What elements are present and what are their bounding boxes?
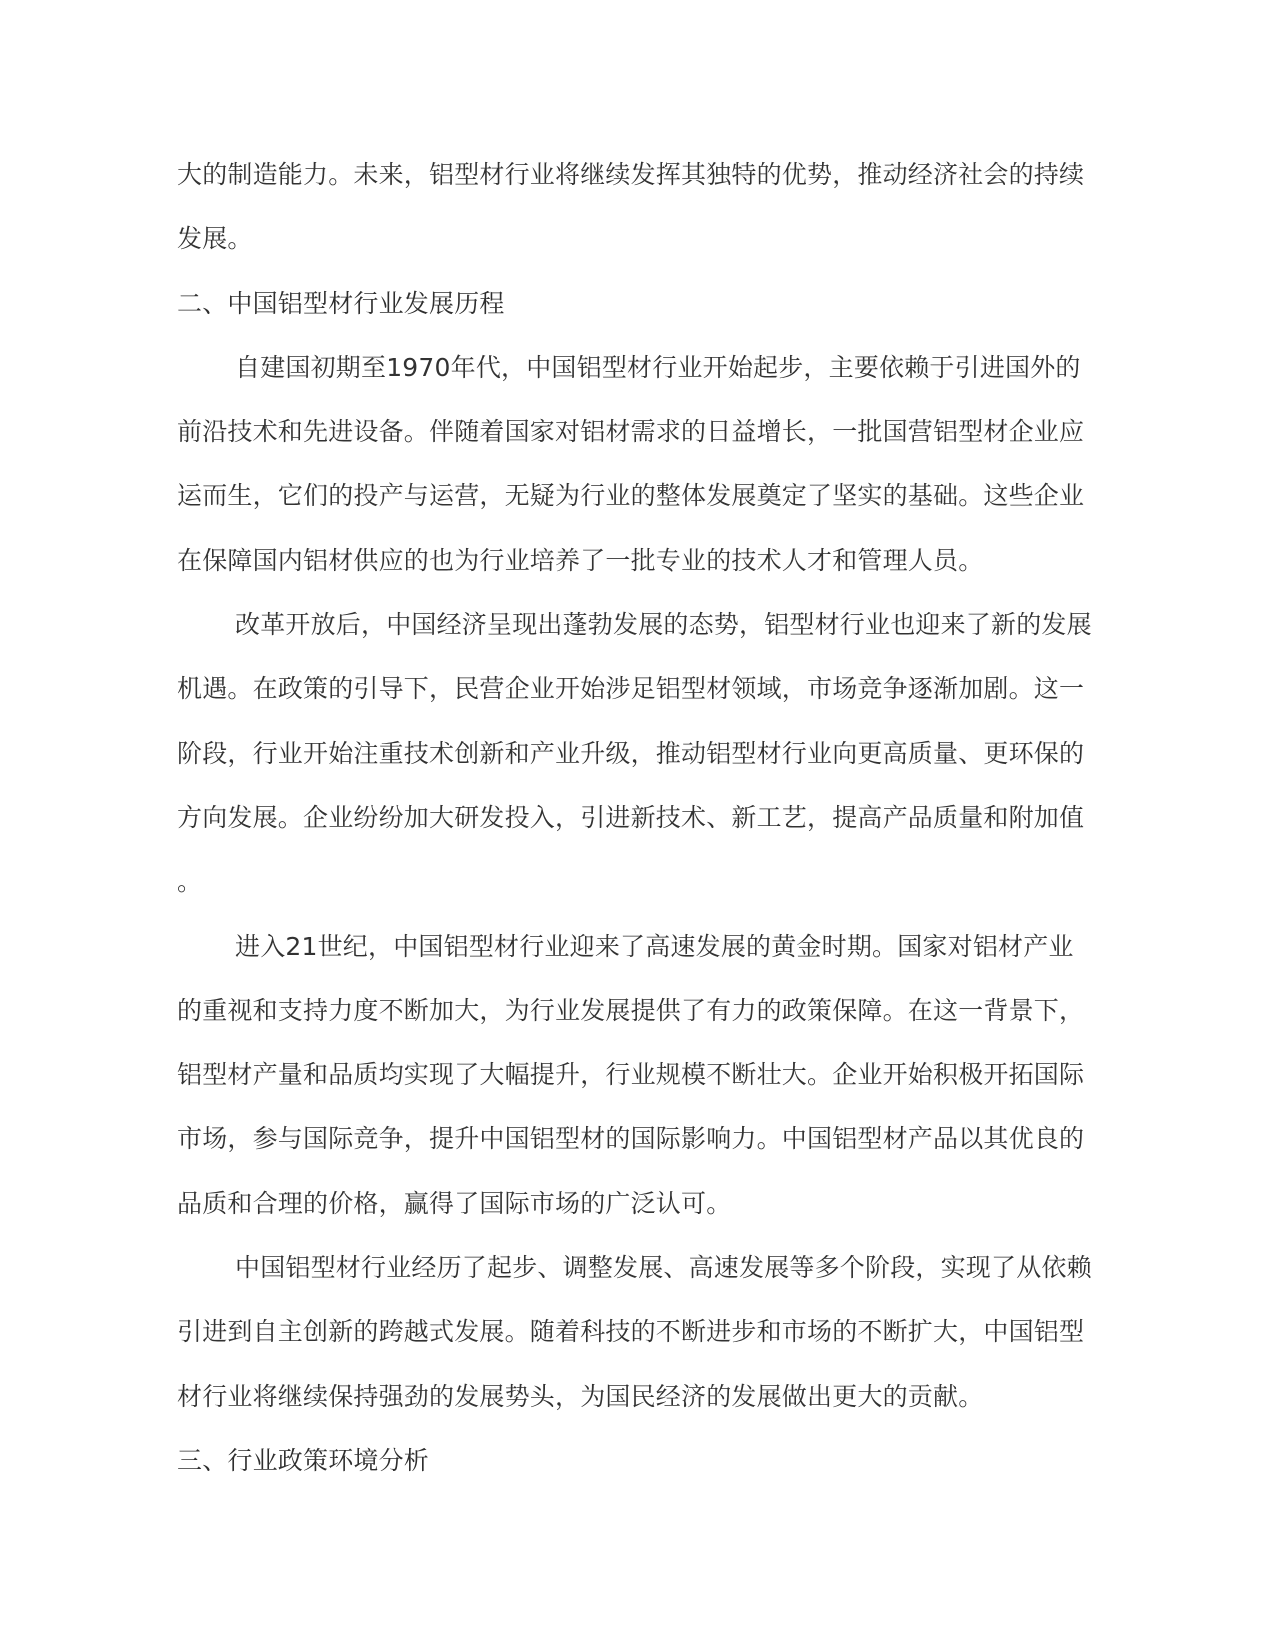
body-text-line: 运而生，它们的投产与运营，无疑为行业的整体发展奠定了坚实的基础。这些企业 <box>177 481 1085 511</box>
body-text-line: 前沿技术和先进设备。伴随着国家对铝材需求的日益增长，一批国营铝型材企业应 <box>177 417 1085 447</box>
body-text-line: 方向发展。企业纷纷加大研发投入，引进新技术、新工艺，提高产品质量和附加值 <box>177 802 1085 832</box>
body-text-line: 发展。 <box>177 224 253 254</box>
body-text-line: 品质和合理的价格，赢得了国际市场的广泛认可。 <box>177 1188 732 1218</box>
body-text-line: 中国铝型材行业经历了起步、调整发展、高速发展等多个阶段，实现了从依赖 <box>235 1253 1092 1283</box>
section-heading: 二、中国铝型材行业发展历程 <box>177 288 505 318</box>
body-text-line: 引进到自主创新的跨越式发展。随着科技的不断进步和市场的不断扩大，中国铝型 <box>177 1317 1085 1347</box>
body-text-line: 自建国初期至1970年代，中国铝型材行业开始起步，主要依赖于引进国外的 <box>235 352 1081 382</box>
body-text-line: 材行业将继续保持强劲的发展势头，为国民经济的发展做出更大的贡献。 <box>177 1381 984 1411</box>
body-text-line: 改革开放后，中国经济呈现出蓬勃发展的态势，铝型材行业也迎来了新的发展 <box>235 610 1092 640</box>
body-text-line: 在保障国内铝材供应的也为行业培养了一批专业的技术人才和管理人员。 <box>177 545 984 575</box>
body-text-line: 铝型材产量和品质均实现了大幅提升，行业规模不断壮大。企业开始积极开拓国际 <box>177 1060 1085 1090</box>
body-text-line: 机遇。在政策的引导下，民营企业开始涉足铝型材领域，市场竞争逐渐加剧。这一 <box>177 674 1085 704</box>
body-text-line: 的重视和支持力度不断加大，为行业发展提供了有力的政策保障。在这一背景下， <box>177 995 1085 1025</box>
body-text-line: 阶段，行业开始注重技术创新和产业升级，推动铝型材行业向更高质量、更环保的 <box>177 738 1085 768</box>
section-heading: 三、行业政策环境分析 <box>177 1445 430 1475</box>
body-text-line: 市场，参与国际竞争，提升中国铝型材的国际影响力。中国铝型材产品以其优良的 <box>177 1124 1085 1154</box>
body-text-line: 大的制造能力。未来，铝型材行业将继续发挥其独特的优势，推动经济社会的持续 <box>177 160 1085 189</box>
body-text-line: 进入21世纪，中国铝型材行业迎来了高速发展的黄金时期。国家对铝材产业 <box>235 931 1074 961</box>
body-text-line: 。 <box>177 867 203 897</box>
document-page <box>177 143 1092 1493</box>
